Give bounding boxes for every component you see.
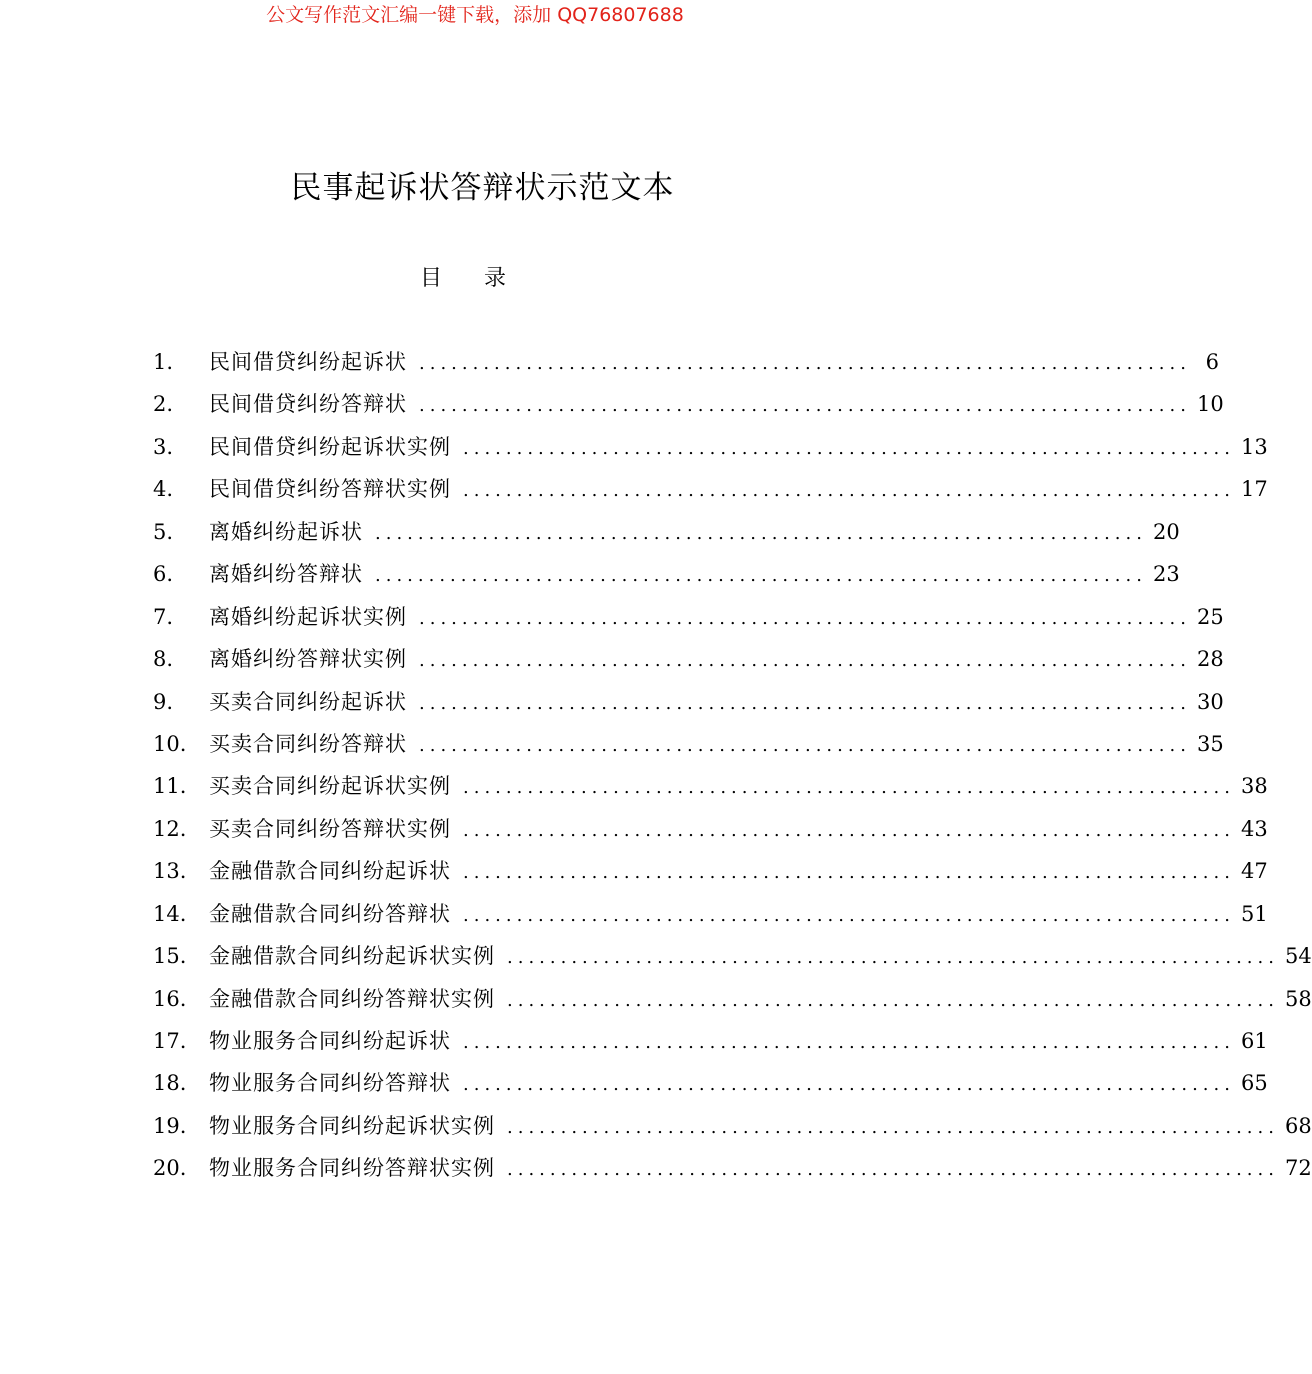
toc-entry-title: 金融借款合同纠纷起诉状实例: [209, 944, 495, 969]
toc-entry-leader: ........................................................................: [463, 777, 1235, 799]
toc-entry-title: 金融借款合同纠纷答辩状实例: [209, 986, 495, 1011]
toc-entry-number: 16.: [153, 986, 187, 1011]
toc-entry-leader: ........................................................................: [463, 1032, 1235, 1053]
toc-entry-number: 5.: [153, 519, 174, 544]
toc-entry-title: 买卖合同纠纷起诉状: [209, 689, 407, 714]
toc-entry-leader: ........................................................................: [375, 522, 1147, 544]
toc-entry-leader: ........................................................................: [507, 989, 1279, 1011]
toc-entry-title: 买卖合同纠纷答辩状: [209, 731, 407, 756]
toc-entry-leader: ........................................................................: [463, 862, 1235, 884]
toc-entry-number: 7.: [153, 604, 174, 629]
toc-entry-title: 物业服务合同纠纷答辩状: [209, 1071, 451, 1096]
toc-entry-leader: ........................................................................: [419, 734, 1191, 756]
toc-entry-leader: ........................................................................: [463, 819, 1235, 841]
toc-entry-title: 离婚纠纷起诉状实例: [209, 604, 407, 629]
toc-entry-page: 51: [1240, 901, 1268, 926]
toc-entry-leader: ........................................................................: [419, 650, 1191, 672]
toc-entry-number: 15.: [153, 944, 187, 969]
toc-entry-title: 物业服务合同纠纷起诉状实例: [209, 1113, 495, 1138]
toc-entry-leader: ........................................................................: [463, 904, 1235, 926]
toc-entry-page: 17: [1240, 477, 1268, 502]
toc-entry-page: 47: [1240, 859, 1268, 884]
toc-entry-title: 物业服务合同纠纷答辩状实例: [209, 1156, 495, 1181]
toc-entry-page: 25: [1196, 604, 1224, 629]
toc-entry[interactable]: [153, 851, 1268, 893]
toc-entry-page: 10: [1196, 392, 1224, 417]
toc-entry-page: 20: [1152, 519, 1180, 544]
toc-entry-page: 28: [1196, 647, 1224, 672]
toc-entry-number: 13.: [153, 859, 187, 884]
toc-entry-title: 民间借贷纠纷答辩状: [209, 392, 407, 417]
toc-entry-number: 17.: [153, 1029, 187, 1053]
toc-heading: 目录: [419, 266, 548, 291]
download-banner[interactable]: 公文写作范文汇编一键下载，添加 QQ76807688: [266, 4, 684, 26]
toc-entry[interactable]: [153, 469, 1268, 511]
toc-entry[interactable]: [153, 384, 1224, 426]
toc-entry-leader: ........................................................................: [419, 692, 1191, 714]
toc-entry[interactable]: [153, 724, 1224, 766]
toc-entry-page: 30: [1196, 689, 1224, 714]
toc-entry-number: 6.: [153, 562, 174, 587]
toc-entry-leader: ........................................................................: [419, 607, 1191, 629]
toc-entry[interactable]: [153, 639, 1224, 681]
toc-entry-title: 民间借贷纠纷起诉状: [209, 350, 407, 374]
toc-entry-leader: ........................................................................: [507, 1116, 1279, 1138]
toc-entry-page: 72: [1284, 1156, 1312, 1181]
toc-entry-page: 54: [1284, 944, 1312, 969]
toc-entry[interactable]: [153, 427, 1268, 469]
toc-entry-number: 18.: [153, 1071, 187, 1096]
toc-entry-number: 10.: [153, 731, 187, 756]
toc-entry[interactable]: [153, 554, 1180, 596]
toc-entry-page: 61: [1240, 1029, 1268, 1053]
toc-entry[interactable]: [153, 342, 1219, 384]
toc-entry-number: 1.: [153, 350, 174, 374]
toc-entry-number: 9.: [153, 689, 174, 714]
toc-entry-page: 58: [1284, 986, 1312, 1011]
toc-entry[interactable]: [153, 809, 1268, 851]
toc-entry[interactable]: [153, 682, 1224, 724]
toc-entry-page: 35: [1196, 731, 1224, 756]
toc-entry[interactable]: [153, 1148, 1312, 1190]
toc-entry[interactable]: [153, 512, 1180, 554]
toc-entry-number: 20.: [153, 1156, 187, 1181]
toc-entry-title: 买卖合同纠纷答辩状实例: [209, 816, 451, 841]
toc-entry-number: 12.: [153, 816, 187, 841]
toc-entry-page: 13: [1240, 434, 1268, 459]
toc-entry-number: 3.: [153, 434, 174, 459]
toc-entry[interactable]: [153, 1021, 1268, 1063]
toc-entry-title: 民间借贷纠纷起诉状实例: [209, 434, 451, 459]
toc-entry-title: 民间借贷纠纷答辩状实例: [209, 477, 451, 502]
toc-entry-leader: ........................................................................: [507, 947, 1279, 969]
toc-entry-leader: ........................................................................: [463, 480, 1235, 502]
toc-entry-number: 8.: [153, 647, 174, 672]
toc-entry[interactable]: [153, 894, 1268, 936]
toc-entry-title: 离婚纠纷起诉状: [209, 519, 363, 544]
toc-entry[interactable]: [153, 1063, 1268, 1105]
toc-entry-number: 2.: [153, 392, 174, 417]
toc-entry-title: 离婚纠纷答辩状: [209, 562, 363, 587]
toc-entry-leader: ........................................................................: [507, 1159, 1279, 1181]
toc-entry-title: 金融借款合同纠纷起诉状: [209, 859, 451, 884]
toc-entry[interactable]: [153, 597, 1224, 639]
toc-entry-leader: ........................................................................: [375, 565, 1147, 587]
toc-entry-page: 38: [1240, 774, 1268, 799]
toc-entry-title: 买卖合同纠纷起诉状实例: [209, 774, 451, 799]
toc-entry-leader: ........................................................................: [463, 1074, 1235, 1096]
toc-entry-number: 14.: [153, 901, 187, 926]
toc-entry-title: 离婚纠纷答辩状实例: [209, 647, 407, 672]
toc-entry-number: 19.: [153, 1113, 187, 1138]
toc-entry-page: 65: [1240, 1071, 1268, 1096]
toc-entry-page: 68: [1284, 1113, 1312, 1138]
toc-entry[interactable]: [153, 766, 1268, 808]
toc-entry-number: 4.: [153, 477, 174, 502]
toc-entry[interactable]: [153, 936, 1312, 978]
toc-entry-leader: ........................................................................: [419, 395, 1191, 417]
toc-entry[interactable]: [153, 979, 1312, 1021]
toc-entry-number: 11.: [153, 774, 187, 799]
toc-entry-title: 物业服务合同纠纷起诉状: [209, 1029, 451, 1053]
table-of-contents: [153, 342, 1312, 1191]
toc-entry-page: 23: [1152, 562, 1180, 587]
toc-entry-page: 43: [1240, 816, 1268, 841]
toc-entry-title: 金融借款合同纠纷答辩状: [209, 901, 451, 926]
toc-entry[interactable]: [153, 1106, 1312, 1148]
toc-entry-page: 6: [1205, 350, 1219, 374]
toc-entry-leader: ........................................................................: [463, 437, 1235, 459]
toc-entry-leader: ........................................................................: [419, 353, 1191, 374]
document-title: 民事起诉状答辩状示范文本: [290, 170, 675, 206]
